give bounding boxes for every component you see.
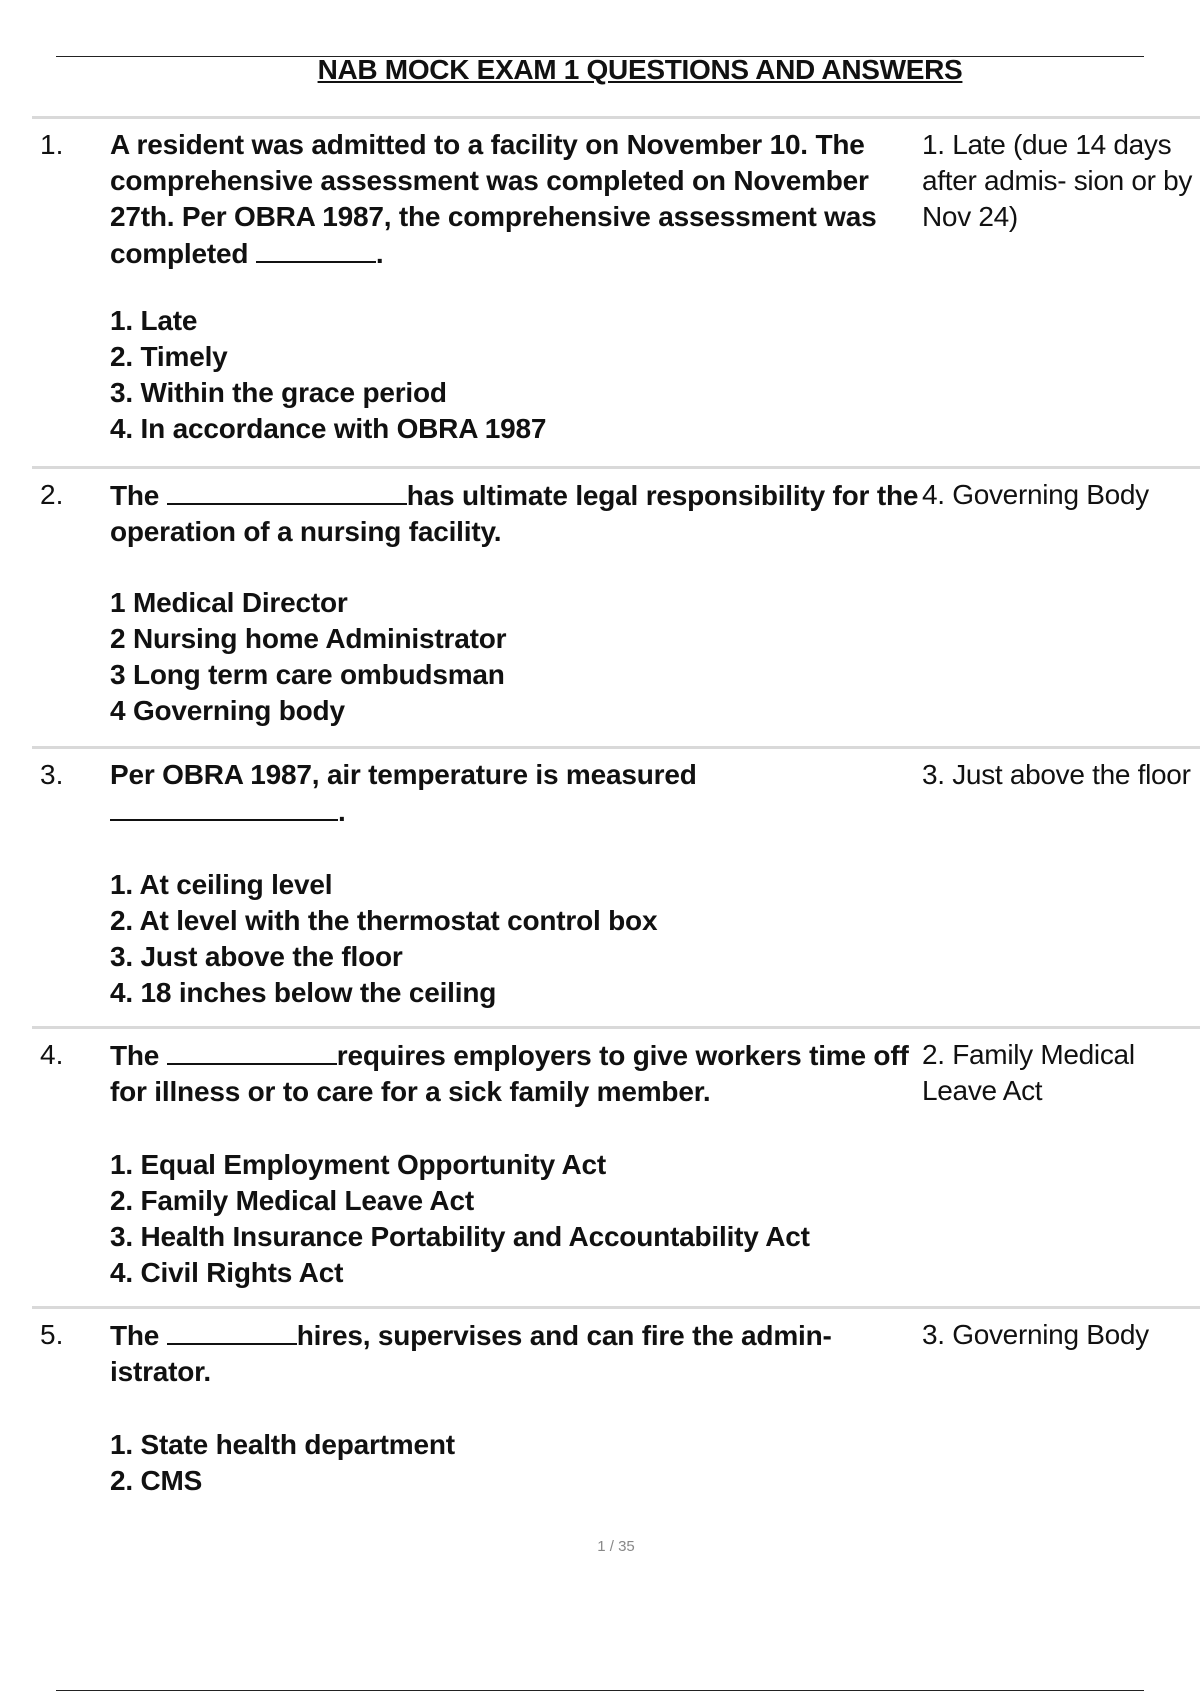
choice-list: [110, 585, 1010, 729]
choice-list: [110, 1427, 1010, 1499]
choice-item: 4. 18 inches below the ceiling: [110, 977, 497, 1008]
question-text: The has ultimate legal responsibility for the operation of a nursing facility.: [110, 477, 940, 550]
question-block-4: [32, 1026, 1200, 1309]
question-text: The requires employers to give workers time off for illness or to care for a sick family member.: [110, 1037, 940, 1110]
question-block-1: [32, 116, 1200, 469]
question-number: 4.: [40, 1039, 64, 1070]
page-number: 1 / 35: [597, 1538, 635, 1555]
choice-item: 3 Long term care ombudsman: [110, 659, 505, 690]
choice-list: [110, 1147, 1010, 1291]
page-title: NAB MOCK EXAM 1 QUESTIONS AND ANSWERS: [317, 54, 963, 85]
choice-item: 2. CMS: [110, 1465, 203, 1496]
answer-blank: [167, 1317, 297, 1345]
answer-text: 1. Late (due 14 days after admis- sion or by Nov 24): [922, 129, 1193, 232]
answer-text: 2. Family Medical Leave Act: [922, 1039, 1135, 1106]
choice-item: 1. State health department: [110, 1429, 455, 1460]
choice-item: 3. Just above the floor: [110, 941, 403, 972]
answer-blank: [167, 1037, 337, 1065]
choice-item: 2 Nursing home Administrator: [110, 623, 507, 654]
choice-item: 1. Late: [110, 305, 198, 336]
question-number: 1.: [40, 129, 64, 160]
question-block-3: [32, 746, 1200, 1029]
choice-item: 1 Medical Director: [110, 587, 348, 618]
answer-text: 3. Just above the floor: [922, 759, 1191, 790]
bottom-rule: [56, 1690, 1144, 1691]
choice-item: 4 Governing body: [110, 695, 345, 726]
question-block-2: [32, 466, 1200, 749]
question-number: 5.: [40, 1319, 64, 1350]
answer-text: 4. Governing Body: [922, 479, 1149, 510]
choice-item: 1. Equal Employment Opportunity Act: [110, 1149, 607, 1180]
answer-blank: [110, 793, 338, 821]
choice-item: 2. Timely: [110, 341, 228, 372]
question-text: A resident was admitted to a facility on November 10. The comprehensive assessment was completed on November 27th. Per OBRA 1987, the comprehensive assessment was completed .: [110, 129, 877, 269]
choice-list: [110, 303, 1010, 447]
answer-text: 3. Governing Body: [922, 1319, 1149, 1350]
question-text: Per OBRA 1987, air temperature is measured .: [110, 759, 697, 827]
choice-item: 3. Within the grace period: [110, 377, 447, 408]
choice-item: 2. Family Medical Leave Act: [110, 1185, 474, 1216]
choice-list: [110, 867, 1010, 1011]
answer-blank: [167, 477, 407, 505]
question-number: 3.: [40, 759, 64, 790]
question-text: The hires, supervises and can fire the admin- istrator.: [110, 1317, 940, 1390]
choice-item: 4. Civil Rights Act: [110, 1257, 344, 1288]
choice-item: 1. At ceiling level: [110, 869, 333, 900]
question-block-5: [32, 1306, 1200, 1509]
answer-blank: [256, 235, 376, 263]
choice-item: 2. At level with the thermostat control box: [110, 905, 658, 936]
question-number: 2.: [40, 479, 64, 510]
choice-item: 4. In accordance with OBRA 1987: [110, 413, 547, 444]
choice-item: 3. Health Insurance Portability and Accountability Act: [110, 1221, 810, 1252]
